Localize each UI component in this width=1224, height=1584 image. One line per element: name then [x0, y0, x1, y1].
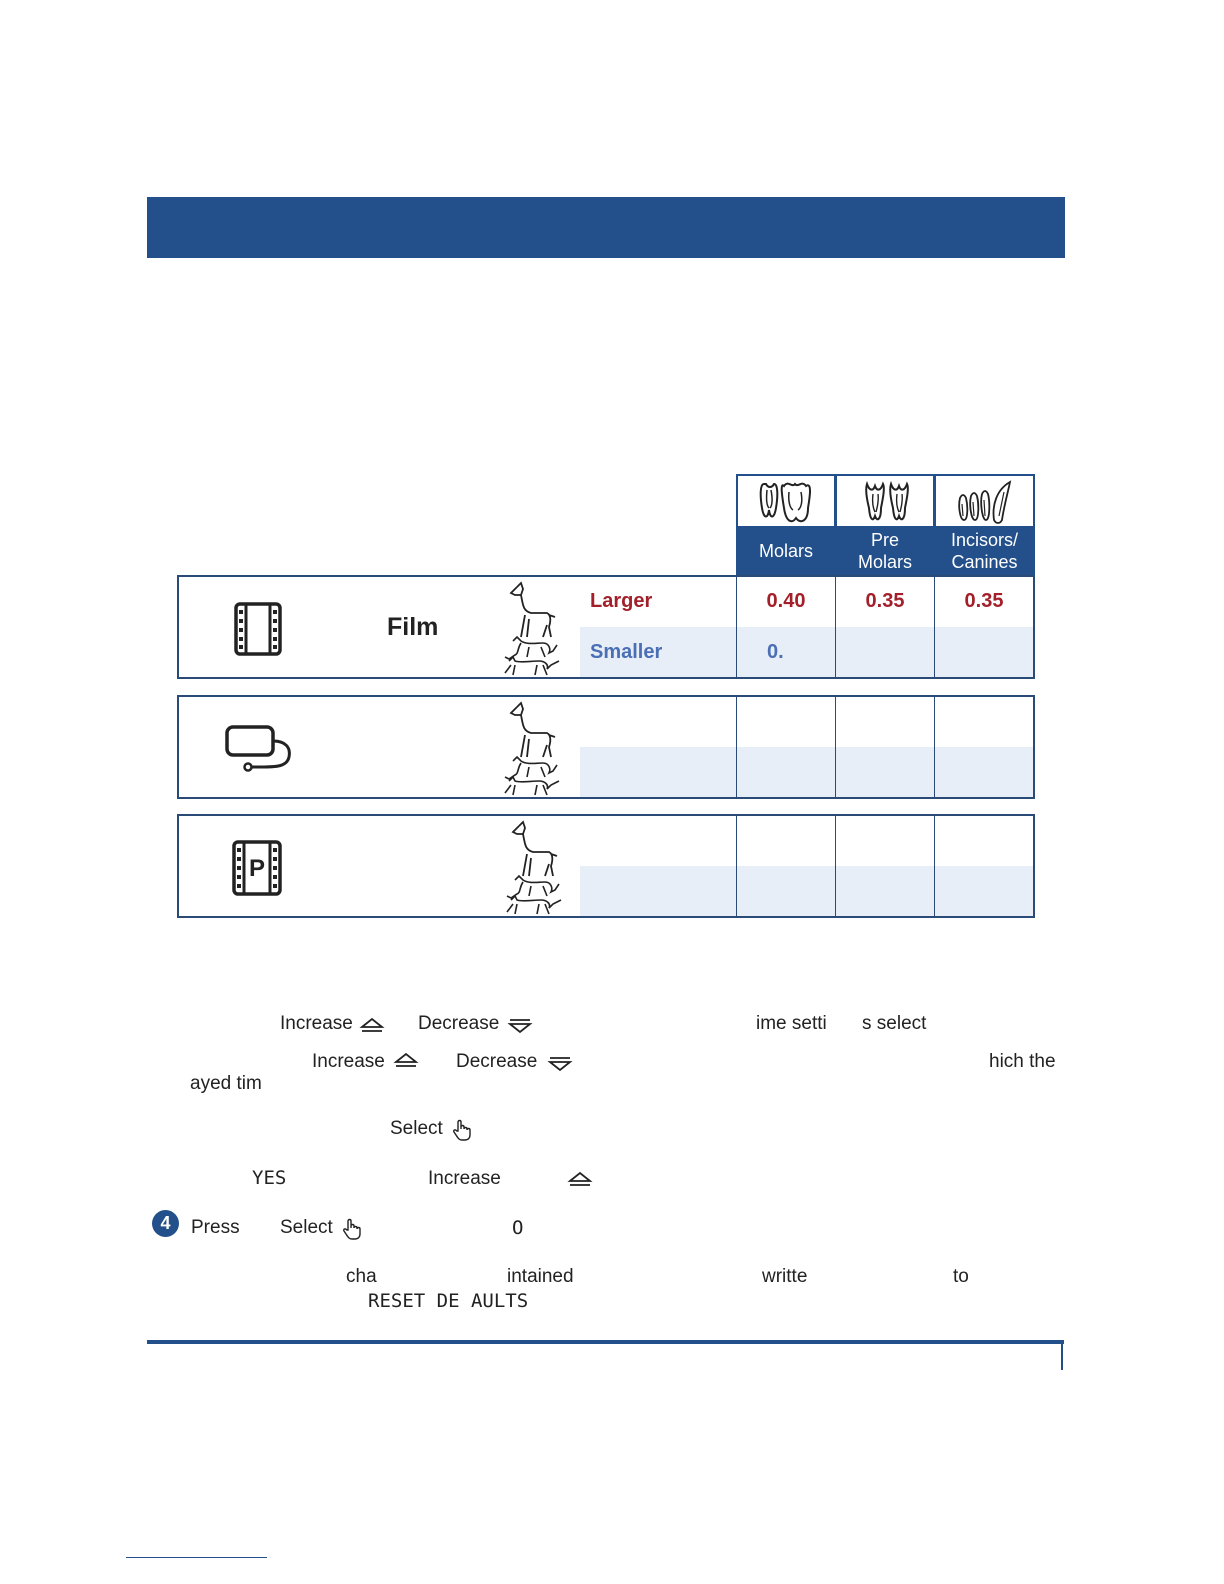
- column-label: Pre Molars: [857, 529, 912, 572]
- svg-text:P: P: [248, 855, 266, 882]
- decrease-button-label: Decrease: [418, 1013, 500, 1034]
- yes-option: YES: [252, 1167, 287, 1189]
- footnote-rule: [126, 1557, 267, 1558]
- increase-button-label: Increase: [280, 1013, 353, 1034]
- column-header-premolars: [835, 474, 935, 575]
- premolar-teeth-icon: [837, 476, 937, 526]
- larger-value-molars: 0.40: [766, 590, 806, 612]
- larger-value-premolars: 0.35: [865, 590, 905, 612]
- dog-cat-icon: [503, 820, 565, 916]
- increase-arrow-icon: [360, 1018, 384, 1034]
- column-label: Molars: [758, 540, 813, 561]
- text-fragment: writte: [762, 1266, 808, 1287]
- molar-teeth-icon: [738, 476, 838, 526]
- select-button-label: Select: [280, 1217, 333, 1238]
- reset-defaults-option: RESET DE AULTS: [368, 1290, 529, 1312]
- text-fragment: cha: [346, 1266, 377, 1287]
- step-number-badge: 4: [152, 1210, 179, 1237]
- select-hand-icon: [452, 1119, 472, 1141]
- smaller-label: Smaller: [590, 641, 663, 663]
- smaller-value-molars: 0.: [767, 641, 784, 663]
- column-label: Incisors/ Canines: [950, 529, 1019, 572]
- decrease-arrow-icon: [508, 1018, 532, 1034]
- increase-button-label: Increase: [428, 1168, 501, 1189]
- row-title: Film: [387, 613, 439, 641]
- phosphor-plate-icon: [232, 840, 282, 896]
- incisor-canine-teeth-icon: [936, 476, 1036, 526]
- increase-arrow-icon: [568, 1172, 592, 1188]
- column-header-molars: [736, 474, 836, 575]
- larger-label: Larger: [590, 590, 653, 612]
- column-header-incisors-canines: [934, 474, 1035, 575]
- footer-rule-tick: [1061, 1340, 1063, 1370]
- film-icon: [234, 602, 282, 656]
- dog-cat-icon: [501, 581, 563, 677]
- table-row-film: [177, 575, 1035, 679]
- larger-value-incisors: 0.35: [964, 590, 1004, 612]
- increase-arrow-icon: [394, 1053, 418, 1069]
- increase-button-label: Increase: [312, 1051, 385, 1072]
- decrease-arrow-icon: [548, 1056, 572, 1072]
- text-fragment: to: [953, 1266, 969, 1287]
- select-button-label: Select: [390, 1118, 443, 1139]
- smaller-row-tint: [580, 747, 1033, 797]
- dog-cat-icon: [501, 701, 563, 797]
- section-header-bar: [147, 197, 1065, 258]
- text-fragment: ime setti: [756, 1013, 827, 1034]
- table-row-phosphor-plate: [177, 814, 1035, 918]
- text-fragment: intained: [507, 1266, 574, 1287]
- footer-rule: [147, 1340, 1064, 1344]
- text-fragment: ayed tim: [190, 1073, 262, 1094]
- text-fragment: Press: [191, 1217, 240, 1238]
- select-hand-icon: [342, 1218, 362, 1240]
- text-fragment: O: [512, 1217, 524, 1239]
- table-row-sensor: [177, 695, 1035, 799]
- smaller-row-tint: [580, 866, 1033, 916]
- text-fragment: s select: [862, 1013, 927, 1034]
- decrease-button-label: Decrease: [456, 1051, 538, 1072]
- sensor-icon: [225, 725, 295, 773]
- text-fragment: hich the: [989, 1051, 1056, 1072]
